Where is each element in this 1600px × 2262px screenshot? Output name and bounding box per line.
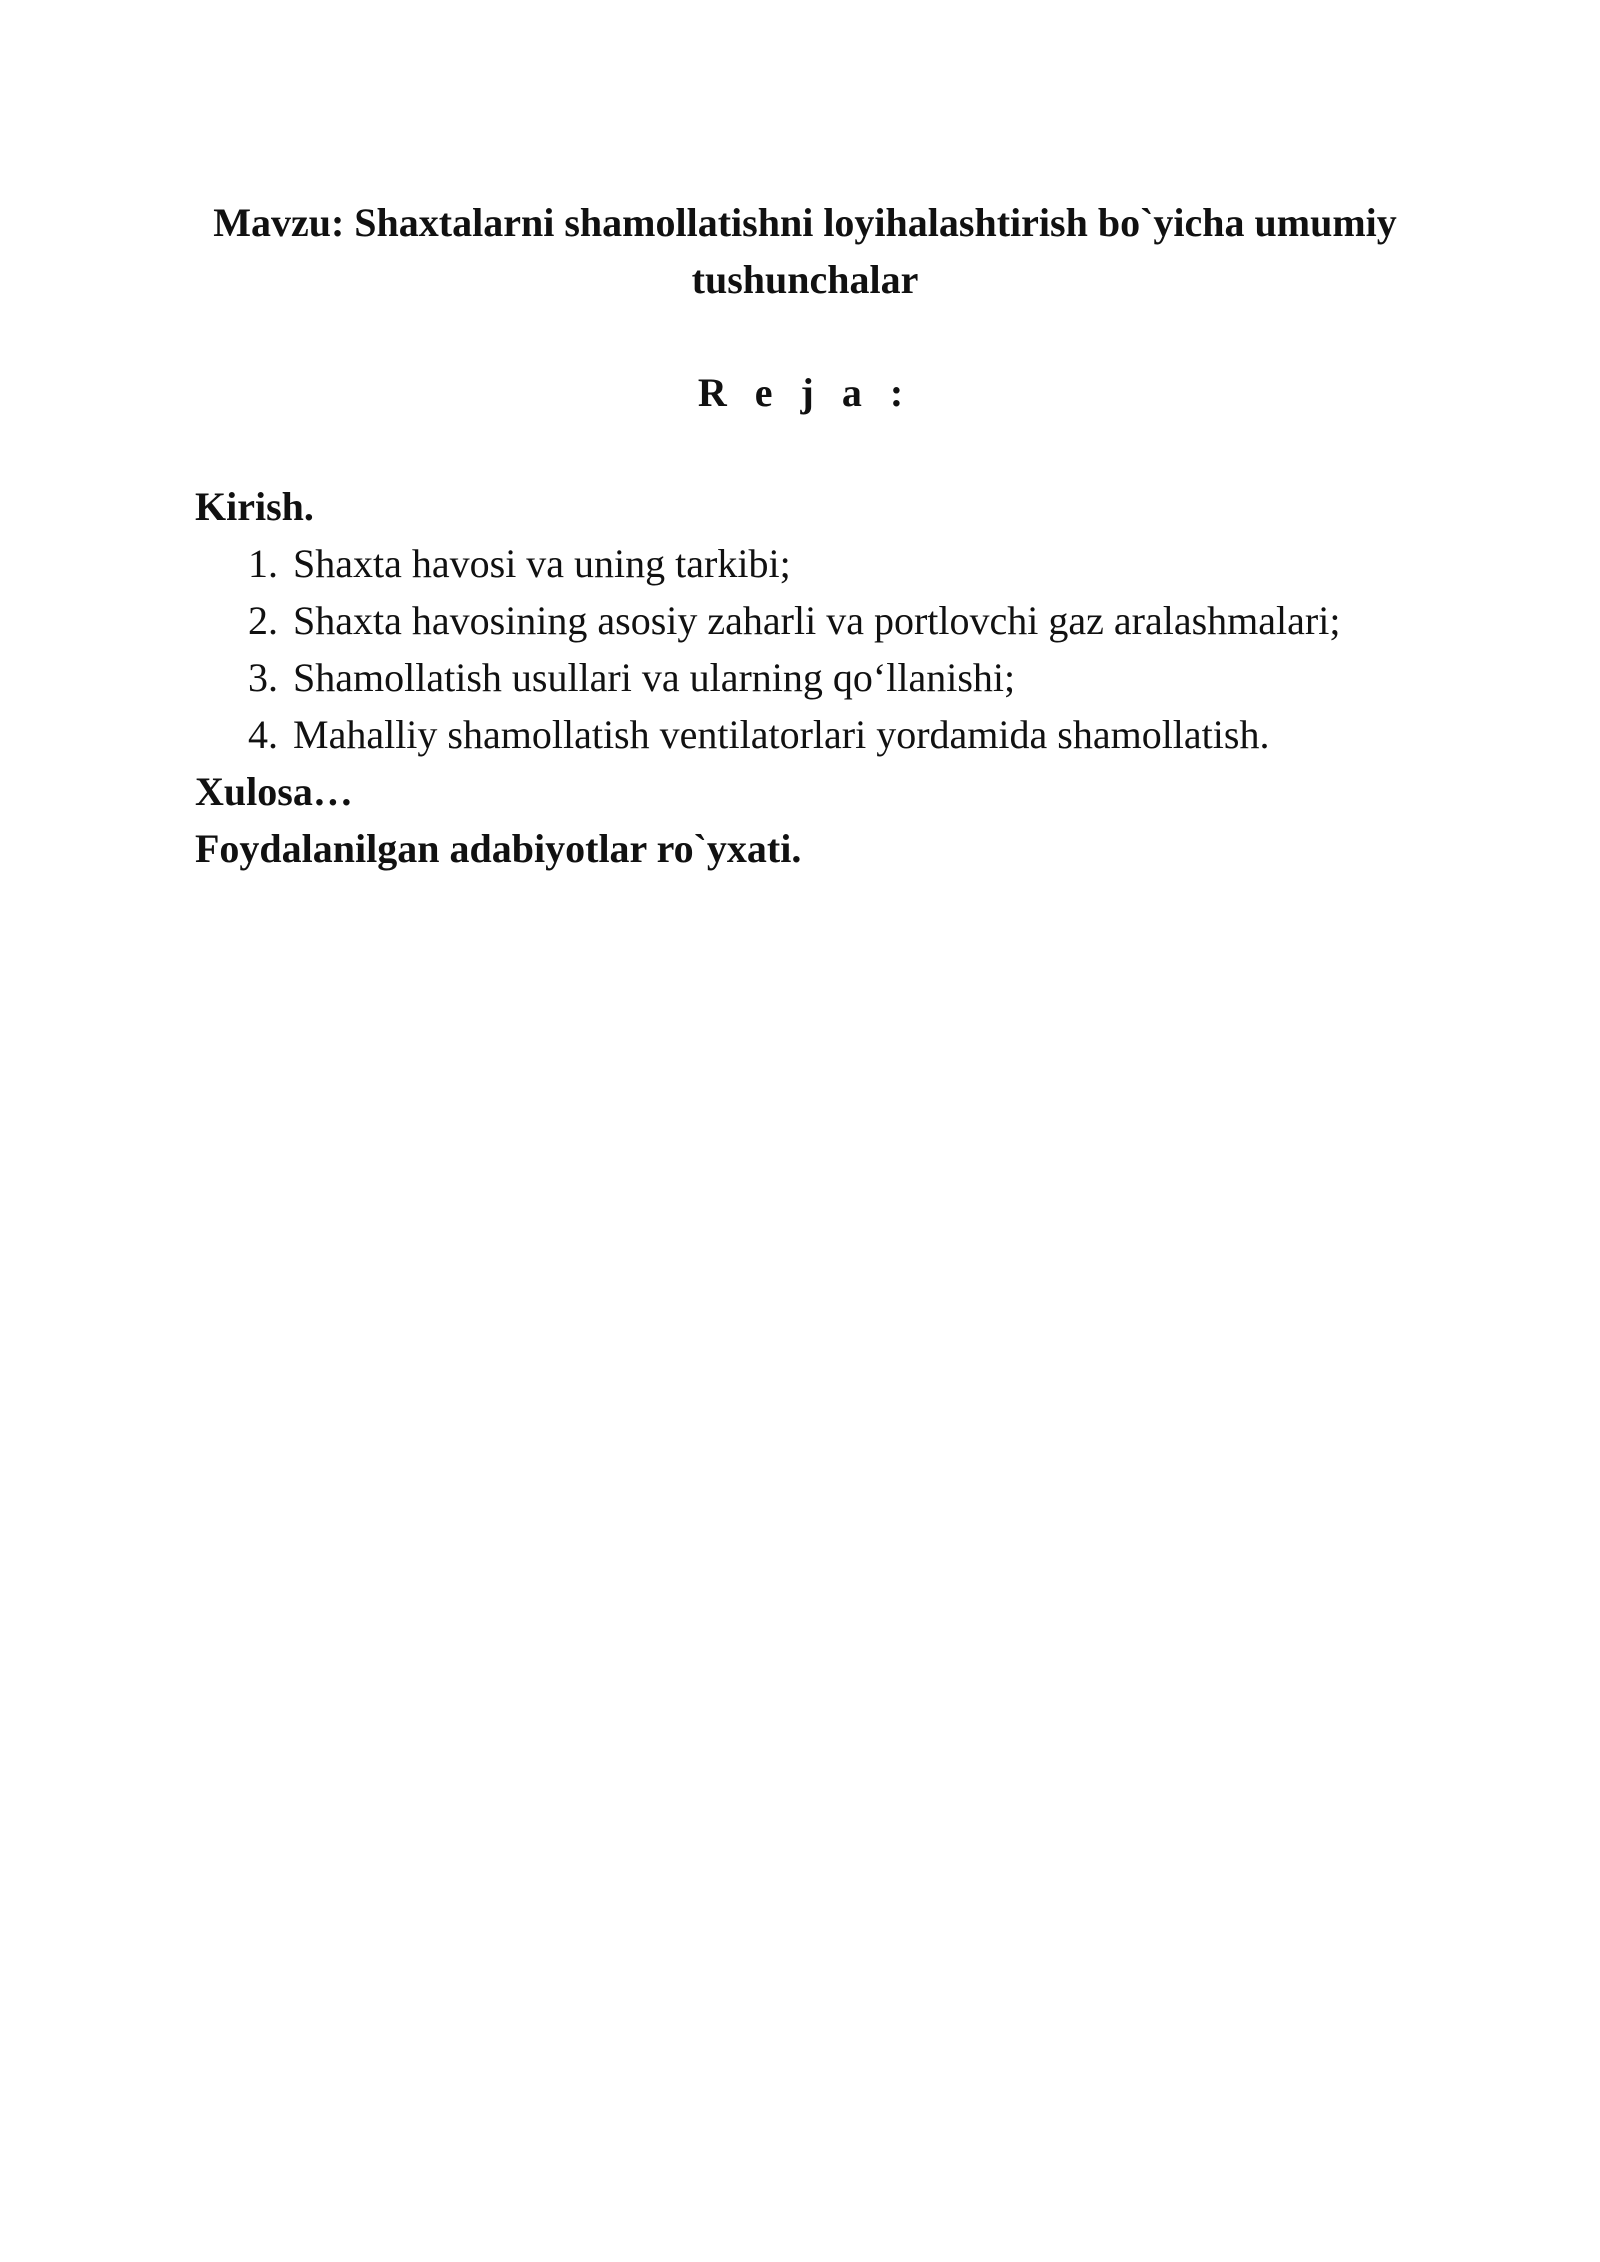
plan-item-number: 4. [248,712,278,757]
plan-item-text: Shaxta havosi va uning tarkibi; [293,541,791,586]
plan-item-number: 3. [248,655,278,700]
plan-item-number: 1. [248,541,278,586]
references-label: Foydalanilgan adabiyotlar ro`yxati. [195,826,802,871]
plan-item-4 [195,706,1415,763]
plan-item-text: Shamollatish usullari va ularning qo‘llanishi; [293,655,1016,700]
plan-item-3 [195,649,1415,706]
conclusion-label: Xulosa… [195,769,353,814]
plan-list [195,535,1415,763]
plan-heading: R e j a : [697,370,913,415]
plan-item-1 [195,535,1415,592]
plan-item-text: Mahalliy shamollatish ventilatorlari yordamida shamollatish. [293,712,1270,757]
plan-body [195,478,1415,877]
plan-item-text: Shaxta havosining asosiy zaharli va portlovchi gaz aralashmalari; [293,598,1341,643]
plan-item-2 [195,592,1415,649]
plan-item-number: 2. [248,598,278,643]
intro-label: Kirish. [195,484,314,529]
document-title: Mavzu: Shaxtalarni shamollatishni loyihalashtirish bo`yicha umumiy tushunchalar [213,200,1397,302]
